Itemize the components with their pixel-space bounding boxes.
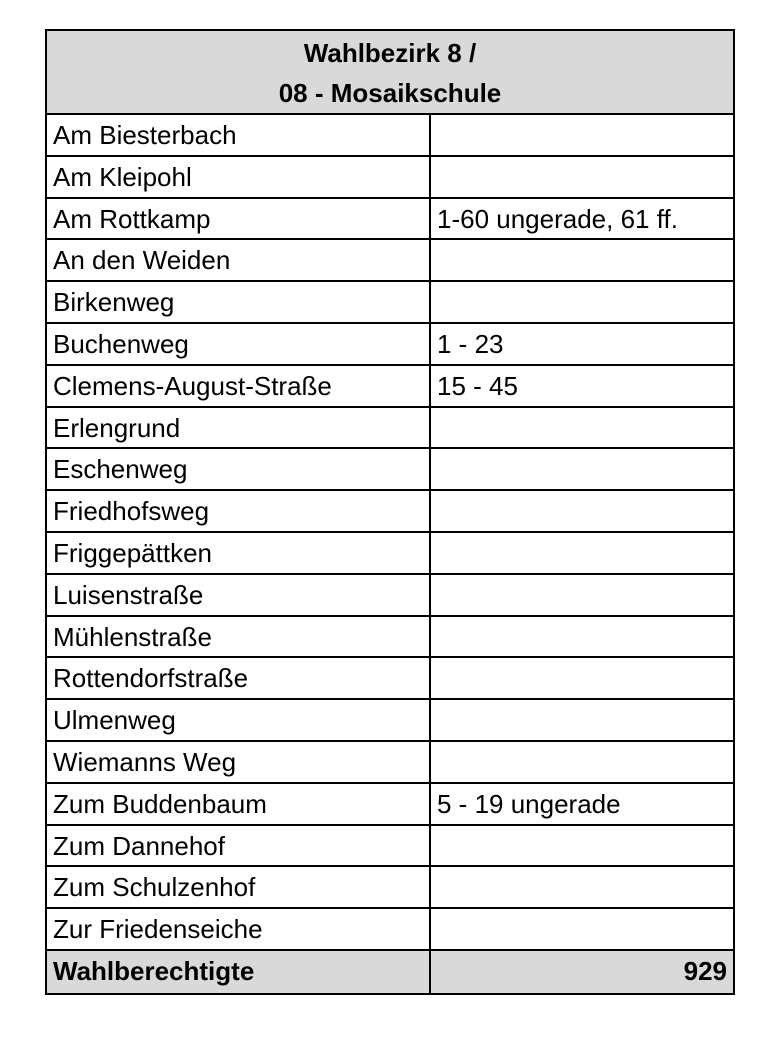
street-cell: Zum Dannehof: [47, 826, 431, 866]
street-cell: Birkenweg: [47, 282, 431, 322]
house-number-cell: [431, 826, 733, 866]
table-row: [47, 742, 733, 784]
street-cell: Mühlenstraße: [47, 617, 431, 657]
eligible-voters-label: Wahlberechtigte: [47, 951, 431, 993]
table-row: [47, 575, 733, 617]
eligible-voters-count: 929: [683, 955, 727, 986]
house-number-cell: 15 - 45: [437, 370, 518, 401]
title-line-2: 08 - Mosaikschule: [278, 78, 502, 108]
house-number-cell: [431, 282, 733, 322]
house-number-cell: [431, 617, 733, 657]
house-number-cell: 1-60 ungerade, 61 ff.: [437, 203, 678, 234]
street-cell: Friedhofsweg: [47, 491, 431, 531]
total-row: [47, 951, 733, 993]
house-number-cell: [431, 115, 733, 155]
house-number-cell: [431, 700, 733, 740]
table-row: [47, 408, 733, 450]
table-row: [47, 617, 733, 659]
table-title: [47, 31, 733, 115]
table-row: [47, 658, 733, 700]
table-row: [47, 491, 733, 533]
street-cell: Zum Buddenbaum: [47, 784, 431, 824]
house-number-cell: [431, 240, 733, 280]
table-row: [47, 700, 733, 742]
house-number-cell: 1 - 23: [437, 328, 504, 359]
street-cell: Erlengrund: [47, 408, 431, 448]
table-row: [47, 366, 733, 408]
house-number-cell: [431, 909, 733, 949]
table-row: [47, 867, 733, 909]
street-cell: Zum Schulzenhof: [47, 867, 431, 907]
street-cell: Clemens-August-Straße: [47, 366, 431, 406]
table-row: [47, 909, 733, 951]
house-number-cell: [431, 491, 733, 531]
table-row: [47, 324, 733, 366]
house-number-cell: [431, 575, 733, 615]
house-number-cell: [431, 157, 733, 197]
table-row: [47, 240, 733, 282]
street-cell: Am Biesterbach: [47, 115, 431, 155]
election-district-table: [45, 29, 735, 995]
street-cell: Am Kleipohl: [47, 157, 431, 197]
title-line-1: Wahlbezirk 8 /: [303, 38, 477, 68]
table-row: [47, 282, 733, 324]
street-cell: Ulmenweg: [47, 700, 431, 740]
street-cell: Luisenstraße: [47, 575, 431, 615]
street-cell: Rottendorfstraße: [47, 658, 431, 698]
table-row: [47, 157, 733, 199]
street-cell: An den Weiden: [47, 240, 431, 280]
table-row: [47, 199, 733, 241]
table-row: [47, 533, 733, 575]
street-cell: Am Rottkamp: [47, 199, 431, 239]
street-cell: Eschenweg: [47, 449, 431, 489]
street-cell: Buchenweg: [47, 324, 431, 364]
street-cell: Zur Friedenseiche: [47, 909, 431, 949]
house-number-cell: [431, 449, 733, 489]
table-row: [47, 784, 733, 826]
house-number-cell: [431, 408, 733, 448]
house-number-cell: [431, 867, 733, 907]
house-number-cell: [431, 533, 733, 573]
table-row: [47, 449, 733, 491]
street-cell: Wiemanns Weg: [47, 742, 431, 782]
street-cell: Friggepättken: [47, 533, 431, 573]
house-number-cell: [431, 742, 733, 782]
table-row: [47, 826, 733, 868]
table-row: [47, 115, 733, 157]
house-number-cell: [431, 658, 733, 698]
house-number-cell: 5 - 19 ungerade: [437, 788, 621, 819]
